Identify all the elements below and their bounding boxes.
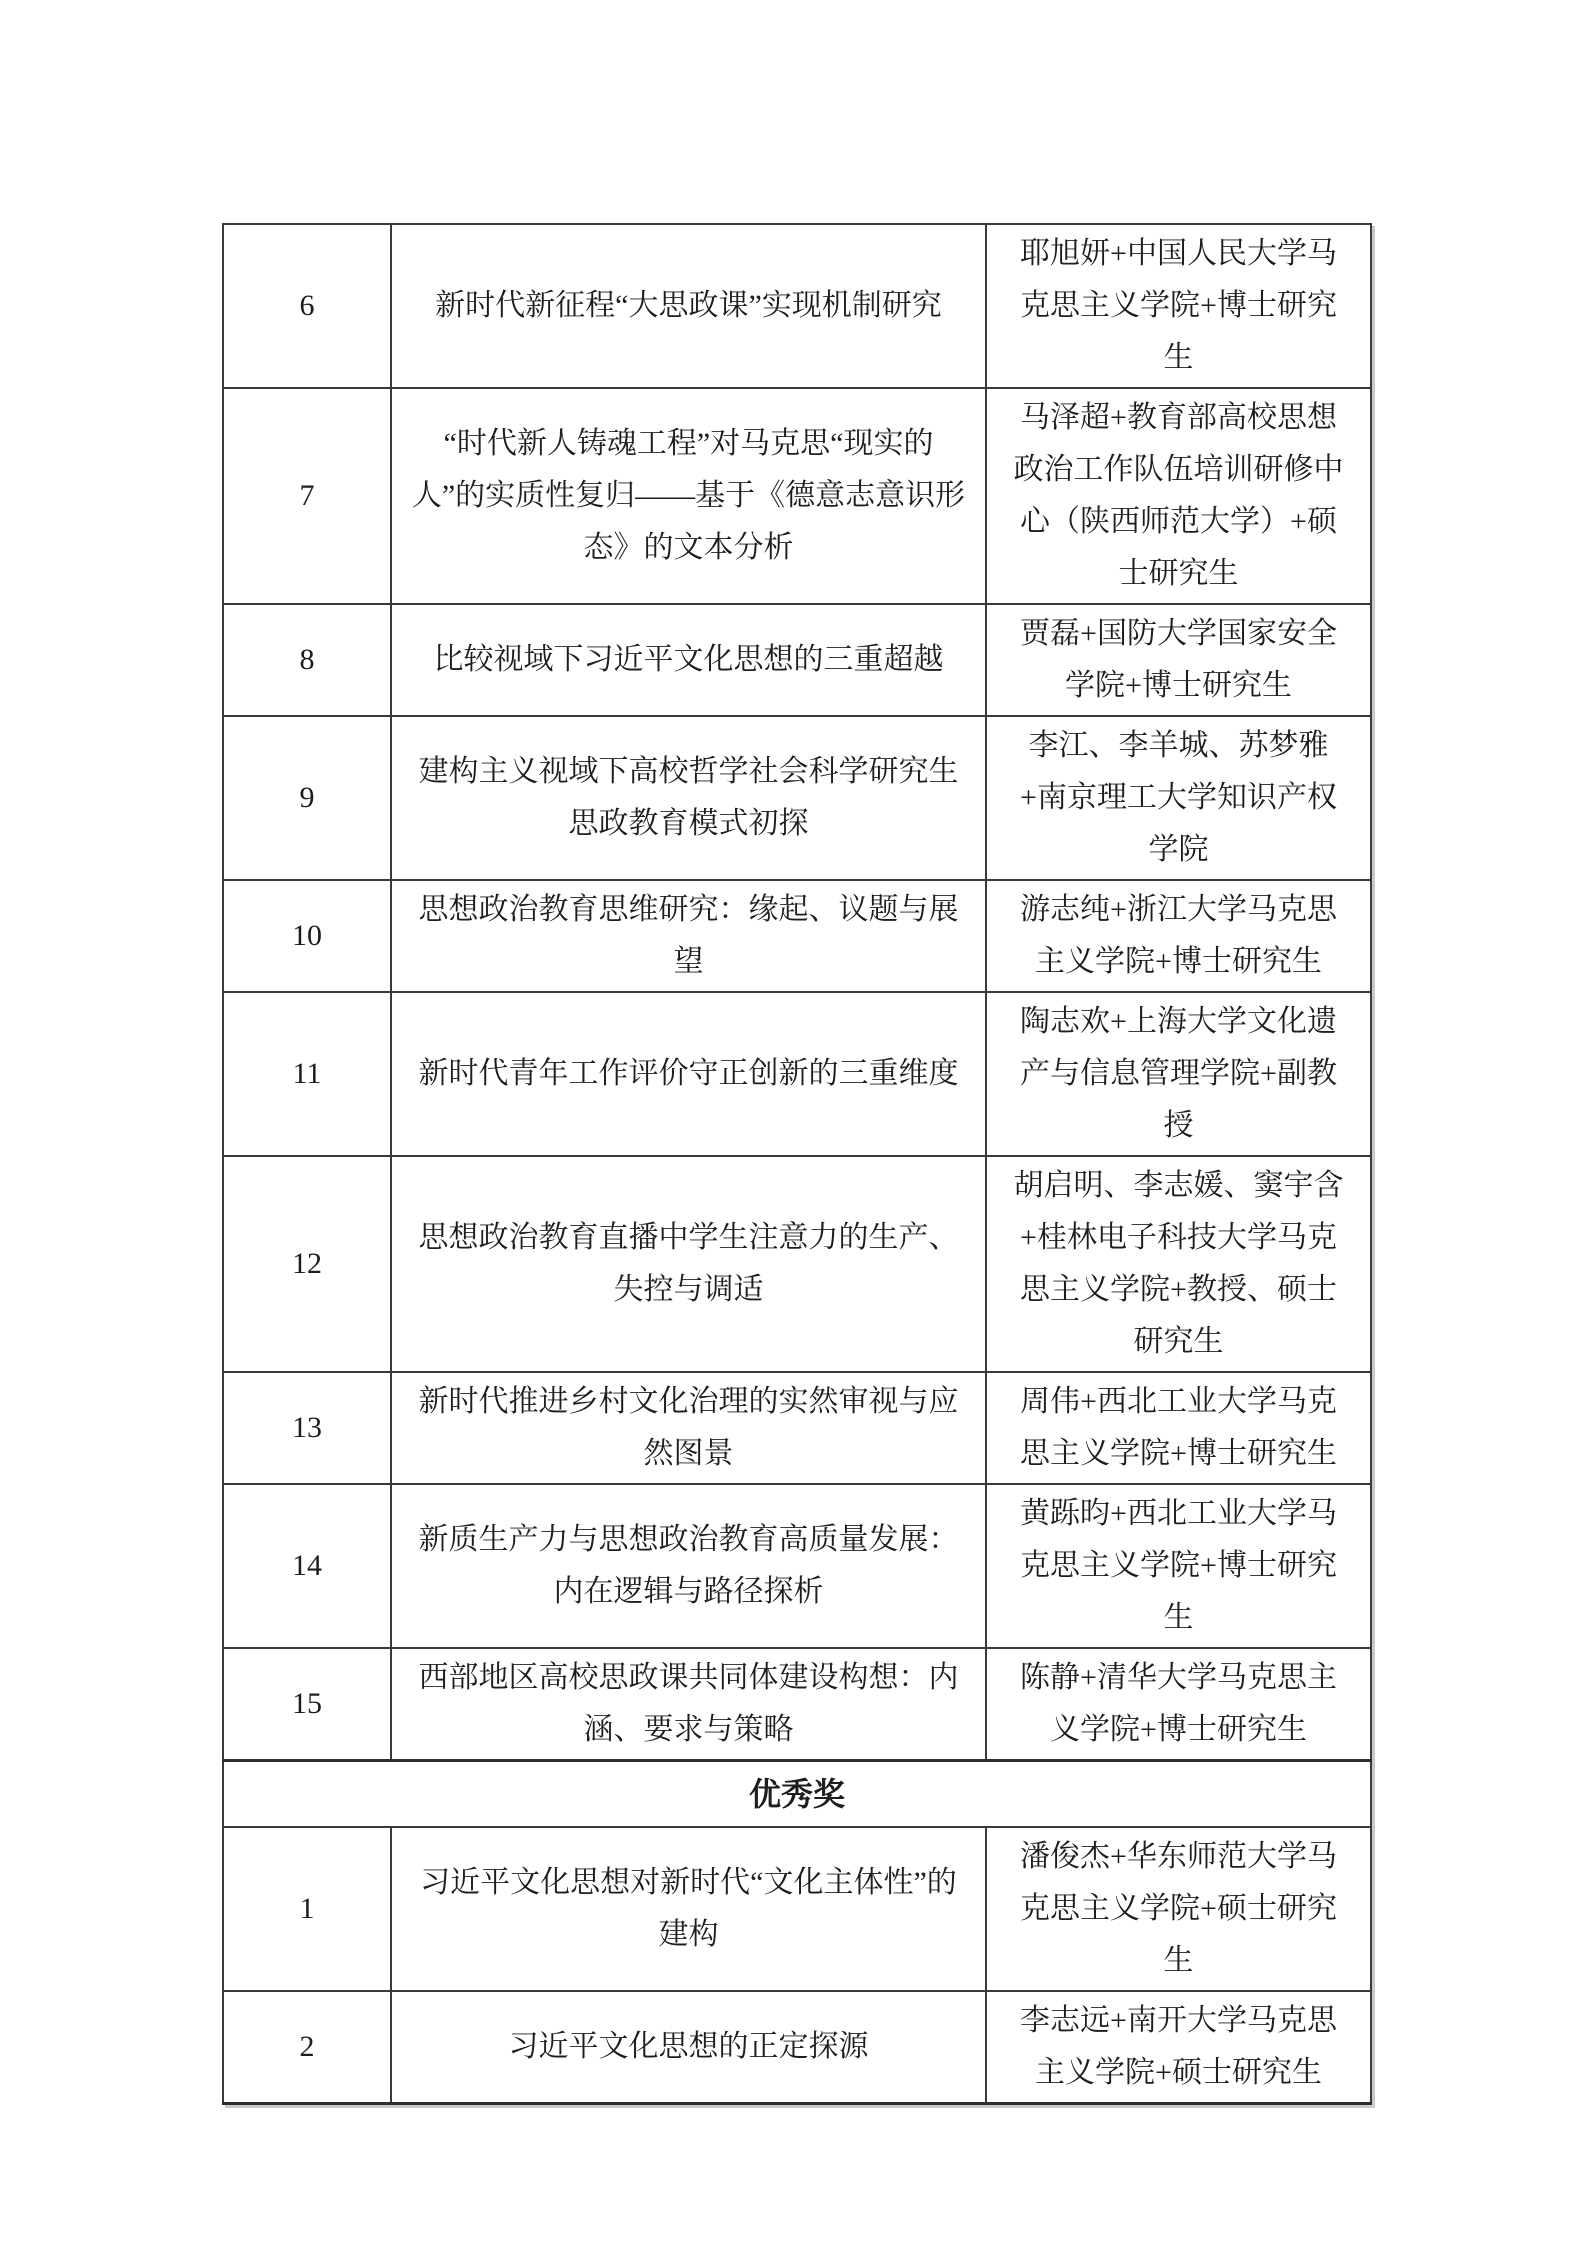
table-row <box>223 880 1371 992</box>
row-number: 13 <box>223 1372 391 1484</box>
table-row <box>223 992 1371 1156</box>
entry-author: 马泽超+教育部高校思想政治工作队伍培训研修中心（陕西师范大学）+硕士研究生 <box>986 388 1371 604</box>
awards-table <box>222 223 1372 2105</box>
entry-author: 陶志欢+上海大学文化遗产与信息管理学院+副教授 <box>986 992 1371 1156</box>
entry-title: 比较视域下习近平文化思想的三重超越 <box>391 604 986 716</box>
entry-title: 西部地区高校思政课共同体建设构想：内涵、要求与策略 <box>391 1648 986 1761</box>
entry-author: 周伟+西北工业大学马克思主义学院+博士研究生 <box>986 1372 1371 1484</box>
entry-author: 胡启明、李志媛、窦宇含+桂林电子科技大学马克思主义学院+教授、硕士研究生 <box>986 1156 1371 1372</box>
table-row <box>223 1156 1371 1372</box>
row-number: 6 <box>223 224 391 388</box>
table-row <box>223 388 1371 604</box>
entry-author: 李志远+南开大学马克思主义学院+硕士研究生 <box>986 1991 1371 2104</box>
entry-title: “时代新人铸魂工程”对马克思“现实的人”的实质性复归——基于《德意志意识形态》的文本分析 <box>391 388 986 604</box>
row-number: 2 <box>223 1991 391 2104</box>
entry-author: 耶旭妍+中国人民大学马克思主义学院+博士研究生 <box>986 224 1371 388</box>
entry-title: 新质生产力与思想政治教育高质量发展：内在逻辑与路径探析 <box>391 1484 986 1648</box>
entry-author: 黄跞昀+西北工业大学马克思主义学院+博士研究生 <box>986 1484 1371 1648</box>
entry-title: 新时代推进乡村文化治理的实然审视与应然图景 <box>391 1372 986 1484</box>
entry-title: 习近平文化思想对新时代“文化主体性”的建构 <box>391 1827 986 1991</box>
entry-author: 游志纯+浙江大学马克思主义学院+博士研究生 <box>986 880 1371 992</box>
table-row <box>223 1991 1371 2104</box>
section-header-title: 优秀奖 <box>223 1761 1371 1828</box>
row-number: 11 <box>223 992 391 1156</box>
row-number: 7 <box>223 388 391 604</box>
row-number: 8 <box>223 604 391 716</box>
table-row <box>223 1372 1371 1484</box>
section-header-row <box>223 1761 1371 1828</box>
row-number: 12 <box>223 1156 391 1372</box>
row-number: 14 <box>223 1484 391 1648</box>
entry-title: 思想政治教育思维研究：缘起、议题与展望 <box>391 880 986 992</box>
entry-author: 贾磊+国防大学国家安全学院+博士研究生 <box>986 604 1371 716</box>
row-number: 10 <box>223 880 391 992</box>
entry-title: 思想政治教育直播中学生注意力的生产、失控与调适 <box>391 1156 986 1372</box>
table-row <box>223 1648 1371 1761</box>
row-number: 1 <box>223 1827 391 1991</box>
entry-title: 建构主义视域下高校哲学社会科学研究生思政教育模式初探 <box>391 716 986 880</box>
entry-author: 潘俊杰+华东师范大学马克思主义学院+硕士研究生 <box>986 1827 1371 1991</box>
entry-title: 习近平文化思想的正定探源 <box>391 1991 986 2104</box>
row-number: 15 <box>223 1648 391 1761</box>
row-number: 9 <box>223 716 391 880</box>
entry-title: 新时代新征程“大思政课”实现机制研究 <box>391 224 986 388</box>
entry-author: 陈静+清华大学马克思主义学院+博士研究生 <box>986 1648 1371 1761</box>
entry-author: 李江、李羊城、苏梦雅+南京理工大学知识产权学院 <box>986 716 1371 880</box>
table-row <box>223 1827 1371 1991</box>
entry-title: 新时代青年工作评价守正创新的三重维度 <box>391 992 986 1156</box>
table-row <box>223 604 1371 716</box>
table-row <box>223 716 1371 880</box>
table-row <box>223 1484 1371 1648</box>
table-row <box>223 224 1371 388</box>
